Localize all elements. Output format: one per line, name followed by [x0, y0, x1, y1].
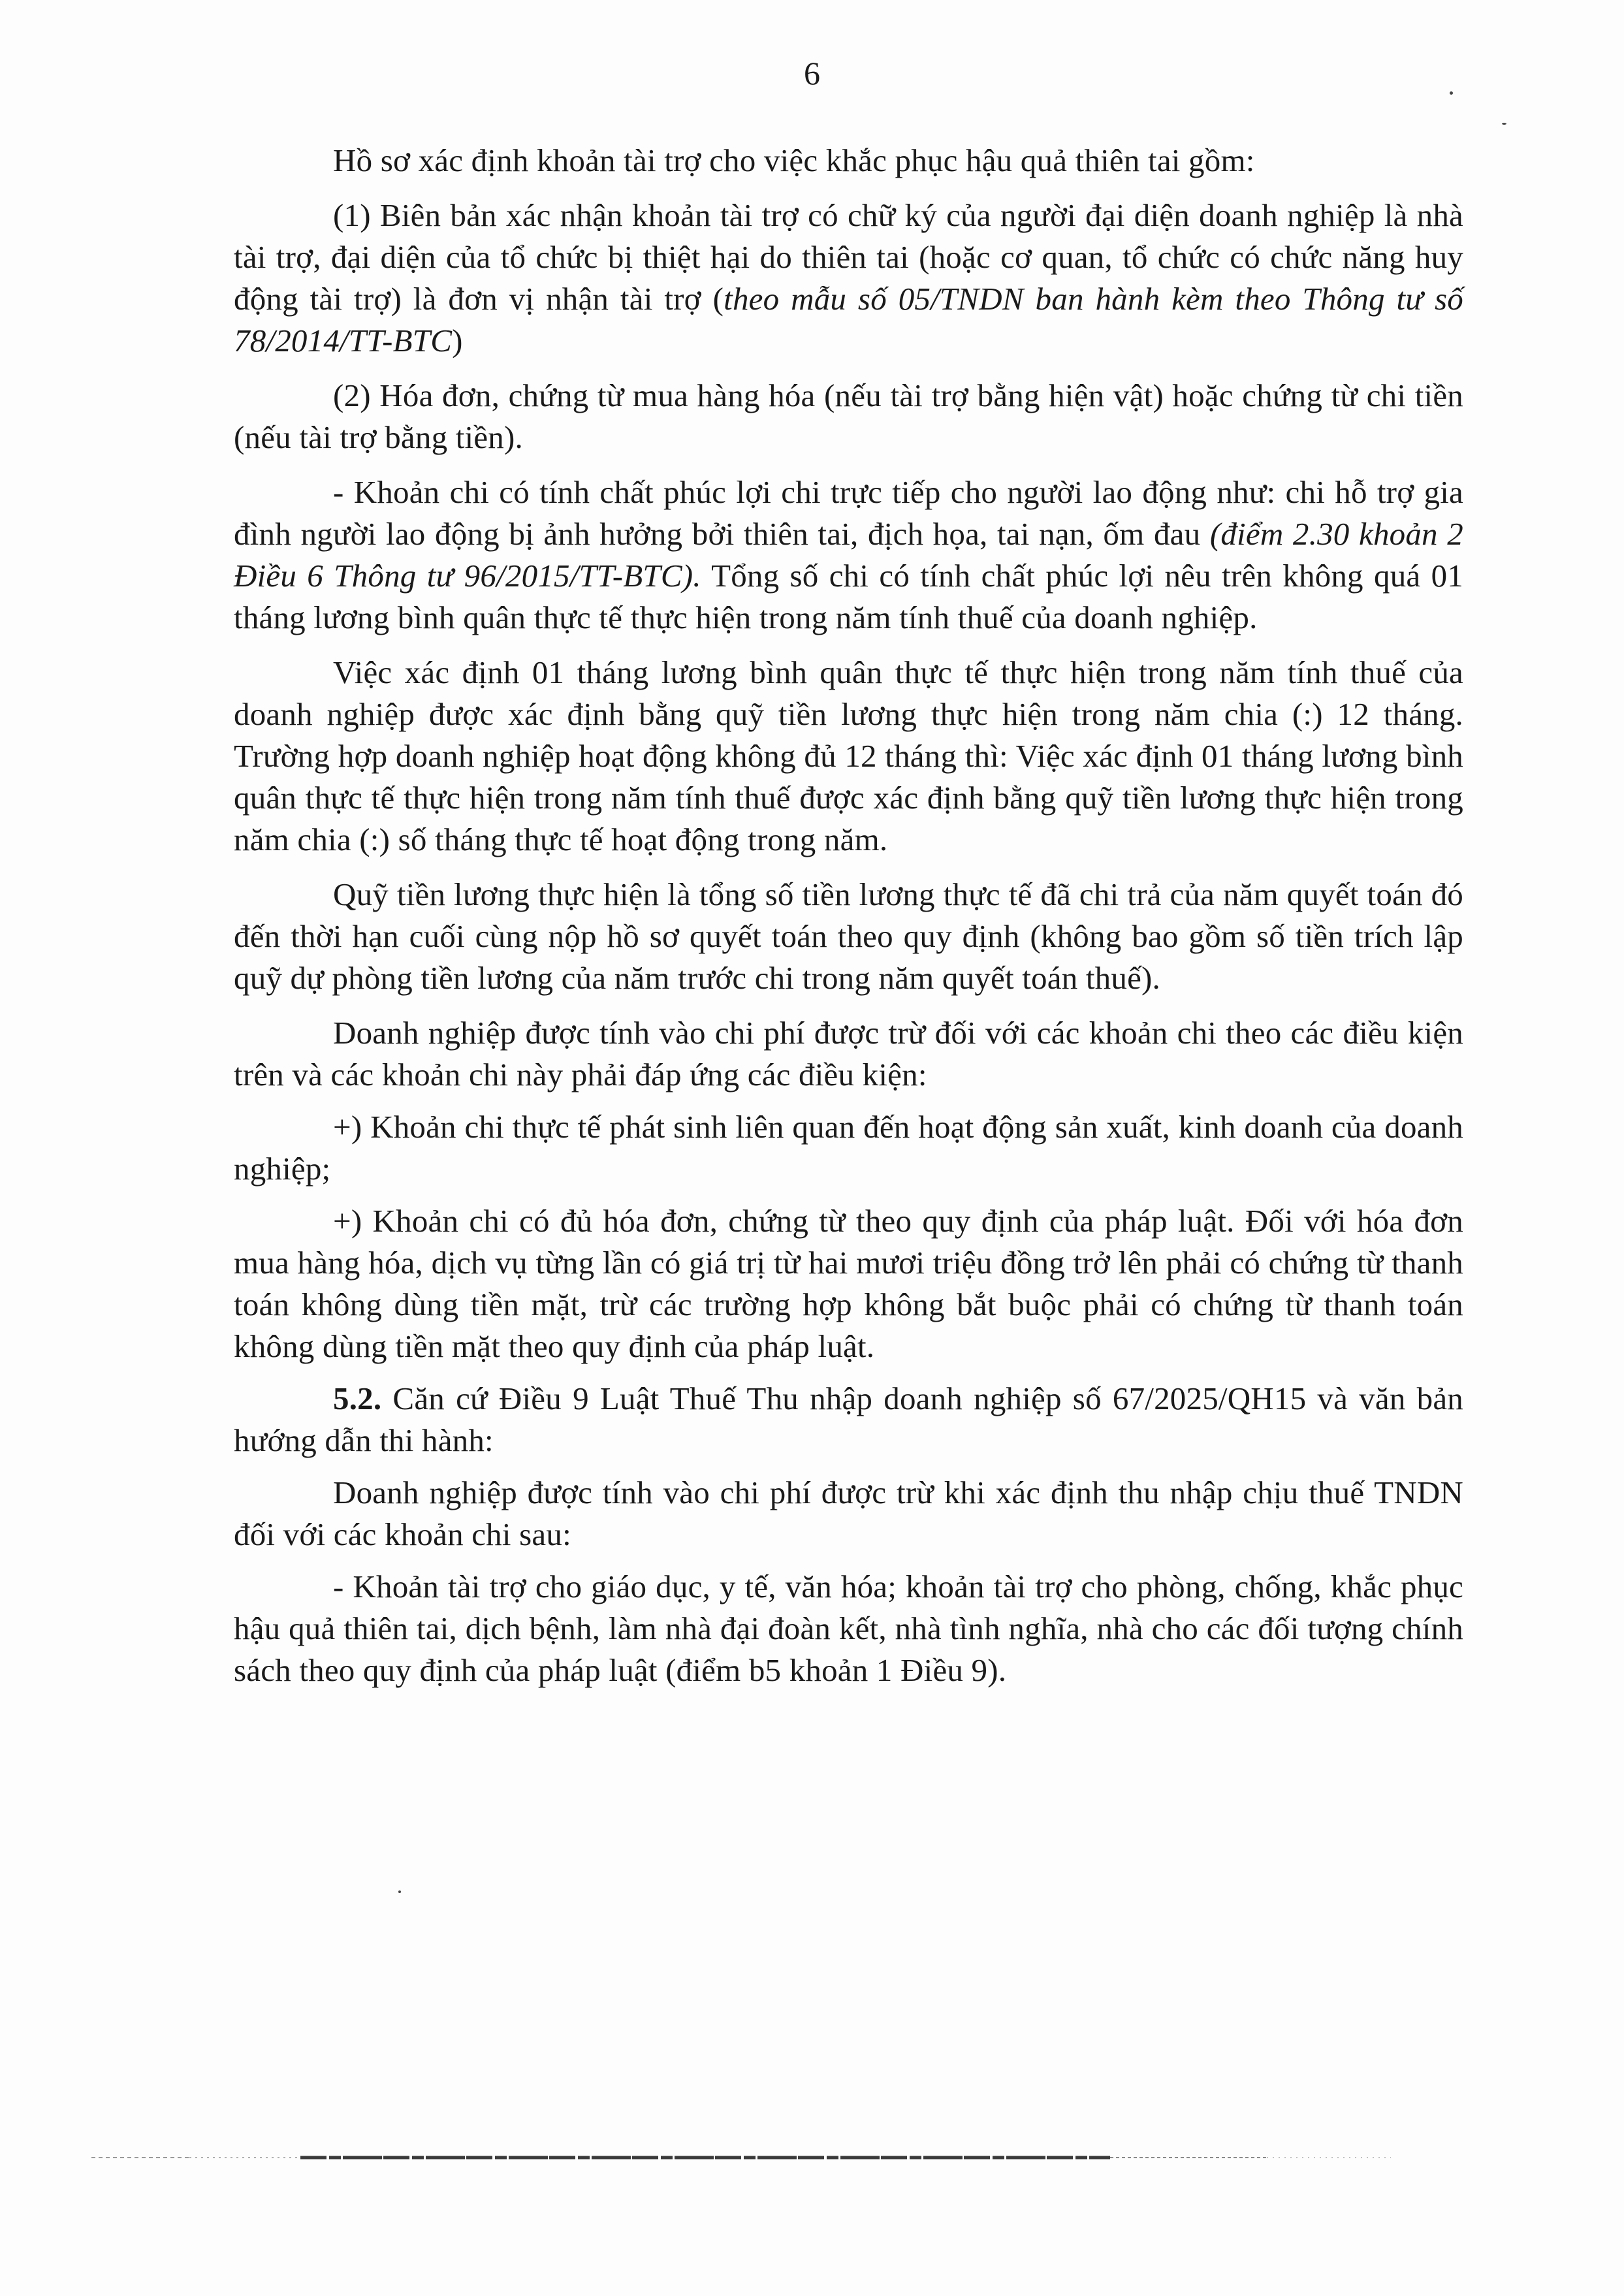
paragraph-item-1 [234, 195, 1463, 362]
document-body [234, 140, 1463, 1702]
paragraph-section-5-2 [234, 1378, 1463, 1461]
scan-speck [1450, 91, 1453, 95]
paragraph-salary-calc: Việc xác định 01 tháng lương bình quân thực tế thực hiện trong năm tính thuế của doanh nghiệp được xác định bằng quỹ tiền lương thực hiện trong năm chia (:) 12 tháng. Trường hợp doanh nghiệp hoạt động không đủ 12 tháng thì: Việc xác định 01 tháng lương bình quân thực tế thực hiện trong năm tính thuế được xác định bằng quỹ tiền lương thực hiện trong năm chia (:) số tháng thực tế hoạt động trong năm. [234, 654, 1463, 857]
paragraph-item-2: (2) Hóa đơn, chứng từ mua hàng hóa (nếu tài trợ bằng hiện vật) hoặc chứng từ chi tiền (nếu tài trợ bằng tiền). [234, 377, 1463, 455]
paragraph-item-1-close: ) [452, 323, 463, 359]
scan-speck [398, 1890, 401, 1893]
paragraph-item-1-reference: theo mẫu số 05/TNDN ban hành kèm theo Thông tư số 78/2014/TT-BTC [234, 281, 1463, 359]
paragraph-welfare [234, 471, 1463, 639]
paragraph-condition-2: +) Khoản chi có đủ hóa đơn, chứng từ theo quy định của pháp luật. Đối với hóa đơn mua hàng hóa, dịch vụ từng lần có giá trị từ hai mươi triệu đồng trở lên phải có chứng từ thanh toán không dùng tiền mặt, trừ các trường hợp không bắt buộc phải có chứng từ thanh toán không dùng tiền mặt theo quy định của pháp luật. [234, 1203, 1463, 1364]
paragraph-welfare-text: - Khoản chi có tính chất phúc lợi chi trực tiếp cho người lao động như: chi hỗ trợ gia đình người lao động bị ảnh hưởng bởi thiên tai, địch họa, tai nạn, ốm đau [234, 474, 1463, 552]
paragraph-welfare-reference: (điểm 2.30 khoản 2 Điều 6 Thông tư 96/2015/TT-BTC). [234, 516, 1463, 594]
paragraph-conditions: Doanh nghiệp được tính vào chi phí được trừ đối với các khoản chi theo các điều kiện trên và các khoản chi này phải đáp ứng các điều kiện: [234, 1015, 1463, 1092]
paragraph-deductible: Doanh nghiệp được tính vào chi phí được trừ khi xác định thu nhập chịu thuế TNDN đối với các khoản chi sau: [234, 1475, 1463, 1552]
section-5-2-text: Căn cứ Điều 9 Luật Thuế Thu nhập doanh nghiệp số 67/2025/QH15 và văn bản hướng dẫn thi hành: [234, 1380, 1463, 1458]
section-number: 5.2. [333, 1380, 382, 1416]
paragraph-item-1-text: (1) Biên bản xác nhận khoản tài trợ có chữ ký của người đại diện doanh nghiệp là nhà tài trợ, đại diện của tổ chức bị thiệt hại do thiên tai (hoặc cơ quan, tổ chức có chức năng huy động tài trợ) là đơn vị nhận tài trợ ( [234, 197, 1463, 317]
paragraph-intro: Hồ sơ xác định khoản tài trợ cho việc khắc phục hậu quả thiên tai gồm: [333, 142, 1255, 178]
paragraph-salary-fund: Quỹ tiền lương thực hiện là tổng số tiền lương thực tế đã chi trả của năm quyết toán đó đến thời hạn cuối cùng nộp hồ sơ quyết toán theo quy định (không bao gồm số tiền trích lập quỹ dự phòng tiền lương của năm trước chi trong năm quyết toán thuế). [234, 876, 1463, 996]
paragraph-sponsorship: - Khoản tài trợ cho giáo dục, y tế, văn hóa; khoản tài trợ cho phòng, chống, khắc phục hậu quả thiên tai, dịch bệnh, làm nhà đại đoàn kết, nhà tình nghĩa, nhà cho các đối tượng chính sách theo quy định của pháp luật (điểm b5 khoản 1 Điều 9). [234, 1569, 1463, 1688]
paragraph-condition-1: +) Khoản chi thực tế phát sinh liên quan đến hoạt động sản xuất, kinh doanh của doanh nghiệp; [234, 1109, 1463, 1187]
scan-edge-line [91, 2154, 1391, 2161]
paragraph-welfare-limit: Tổng số chi có tính chất phúc lợi nêu trên không quá 01 tháng lương bình quân thực tế thực hiện trong năm tính thuế của doanh nghiệp. [234, 558, 1463, 635]
page-number: 6 [804, 55, 820, 91]
scan-speck [1502, 123, 1506, 125]
